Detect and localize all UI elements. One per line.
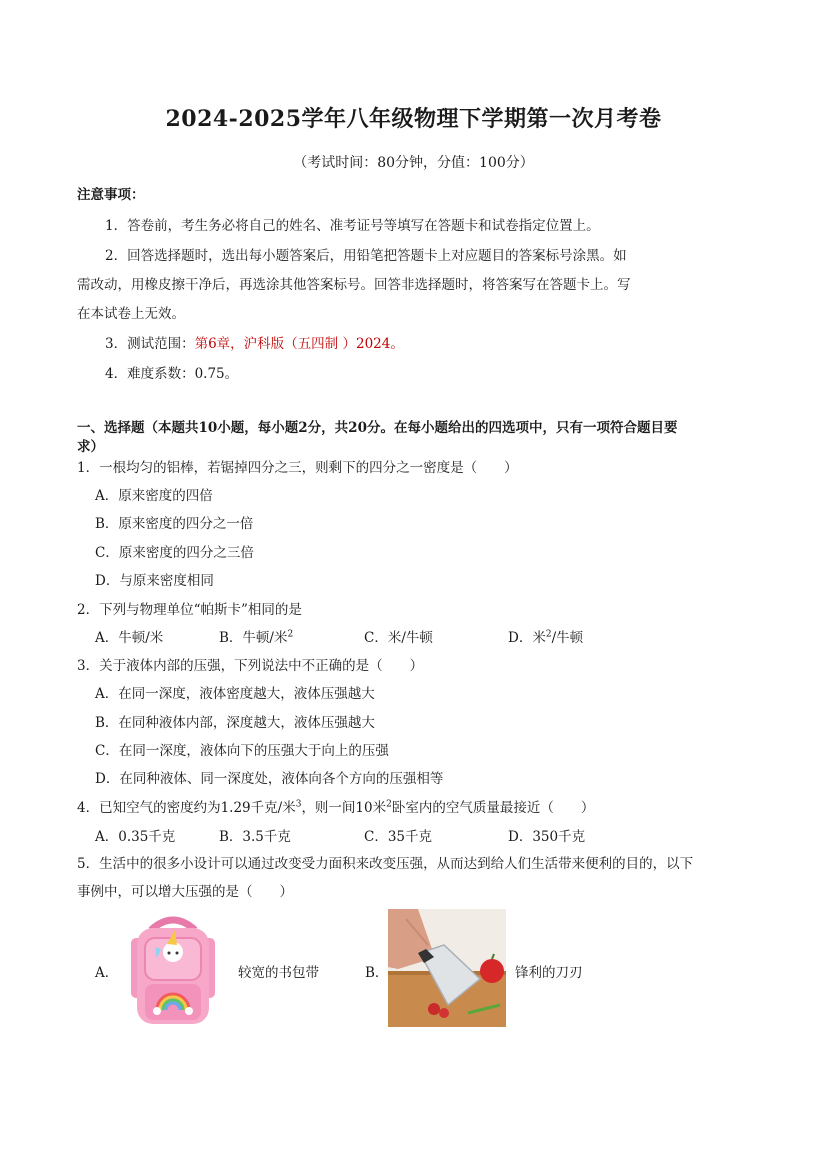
notice-item-3-prefix: 3．测试范围：	[105, 336, 195, 352]
q2-option-c: C．米/牛顿	[364, 630, 433, 646]
q2-option-b-text: B．牛顿/米	[219, 630, 288, 646]
q2-option-d-exponent: 2	[545, 629, 552, 640]
q4-option-a: A．0.35千克	[95, 829, 176, 845]
q2-option-a: A．牛顿/米	[95, 630, 164, 646]
q2-option-d-text: D．米	[508, 630, 546, 646]
q5-option-b-label: B．	[365, 965, 389, 981]
q5-option-a-text: 较宽的书包带	[238, 965, 319, 981]
q4-stem-part2: ，则一间10米	[301, 800, 387, 816]
q5-option-a-label: A．	[95, 965, 119, 981]
q5-stem-line1: 5．生活中的很多小设计可以通过改变受力面积来改变压强，从而达到给人们生活带来便利的目的，以下	[77, 856, 694, 872]
q3-option-c: C．在同一深度，液体向下的压强大于向上的压强	[95, 743, 389, 759]
backpack-image	[123, 908, 223, 1026]
q2-option-d-text-end: /牛顿	[551, 630, 584, 646]
notice-item-4: 4．难度系数：0.75。	[105, 366, 239, 382]
q4-option-b: B．3.5千克	[219, 829, 291, 845]
q1-stem: 1．一根均匀的铝棒，若锯掉四分之三，则剩下的四分之一密度是（ ）	[77, 460, 518, 476]
q1-option-b: B．原来密度的四分之一倍	[95, 516, 254, 532]
section1-heading-line1: 一、选择题（本题共10小题，每小题2分，共20分。在每小题给出的四选项中，只有一项符合题目要	[77, 420, 678, 436]
notice-item-3-scope: 第6章，沪科版（五四制 ）2024。	[194, 336, 404, 352]
q4-option-c: C．35千克	[364, 829, 433, 845]
q3-option-a: A．在同一深度，液体密度越大，液体压强越大	[95, 686, 375, 702]
q4-stem-part1: 4．已知空气的密度约为1.29千克/米	[77, 800, 296, 816]
knife-cutting-image	[388, 909, 506, 1027]
notice-item-2-line1: 2．回答选择题时，选出每小题答案后，用铅笔把答题卡上对应题目的答案标号涂黑。如	[105, 248, 627, 264]
notice-heading: 注意事项：	[77, 187, 145, 203]
notice-item-3	[105, 332, 404, 352]
q2-option-d	[508, 626, 583, 646]
q1-option-c: C．原来密度的四分之三倍	[95, 545, 254, 561]
notice-item-1: 1．答卷前，考生务必将自己的姓名、准考证号等填写在答题卡和试卷指定位置上。	[105, 218, 600, 234]
q3-option-b: B．在同种液体内部，深度越大，液体压强越大	[95, 715, 375, 731]
q3-option-d: D．在同种液体、同一深度处，液体向各个方向的压强相等	[95, 771, 444, 787]
q1-option-d: D．与原来密度相同	[95, 573, 214, 589]
q2-option-b-exponent: 2	[287, 629, 294, 640]
exam-title: 2024-2025学年八年级物理下学期第一次月考卷	[165, 106, 662, 132]
section1-heading-line2: 求）	[77, 439, 104, 455]
q4-stem-exponent-1: 3	[295, 799, 302, 810]
q3-stem: 3．关于液体内部的压强，下列说法中不正确的是（ ）	[77, 658, 424, 674]
q2-stem: 2．下列与物理单位“帕斯卡”相同的是	[77, 602, 302, 618]
q2-option-b	[219, 626, 293, 646]
q5-option-b-text: 锋利的刀刃	[515, 965, 583, 981]
notice-item-2-line3: 在本试卷上无效。	[77, 306, 185, 322]
q1-option-a: A．原来密度的四倍	[95, 488, 213, 504]
q4-stem-exponent-2: 2	[386, 799, 392, 810]
q4-stem-part3: 卧室内的空气质量最接近（ ）	[391, 800, 595, 816]
exam-subtitle: （考试时间：80分钟，分值：100分）	[293, 155, 534, 171]
q5-stem-line2: 事例中，可以增大压强的是（ ）	[77, 884, 293, 900]
notice-item-2-line2: 需改动，用橡皮擦干净后，再选涂其他答案标号。回答非选择题时，将答案写在答题卡上。写	[77, 277, 631, 293]
q4-option-d: D．350千克	[508, 829, 586, 845]
q4-stem	[77, 796, 594, 816]
